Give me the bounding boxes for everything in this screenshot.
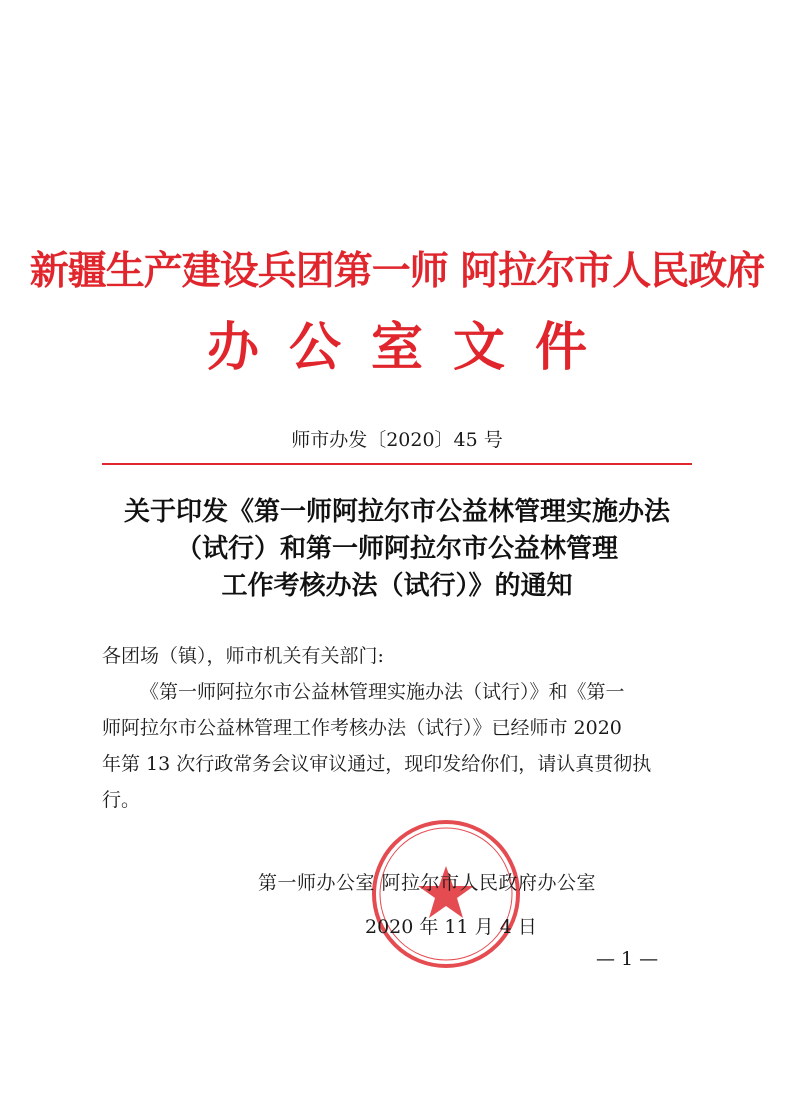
body-line: 行。 — [102, 789, 141, 811]
red-divider-line — [102, 463, 692, 465]
page-number: — 1 — — [596, 948, 659, 970]
salutation: 各团场（镇），师市机关有关部门: — [102, 645, 384, 667]
issue-date: 2020 年 11 月 4 日 — [365, 916, 537, 938]
body-line: 《第一师阿拉尔市公益林管理实施办法（试行）》和《第一 — [140, 681, 625, 703]
document-type-heading: 办公室文件 — [206, 318, 617, 378]
title-line: 工作考核办法（试行）》的通知 — [221, 571, 573, 601]
body-line: 年第 13 次行政常务会议审议通过，现印发给你们，请认真贯彻执 — [102, 753, 652, 775]
document-title — [80, 494, 714, 605]
title-line: （试行）和第一师阿拉尔市公益林管理 — [175, 534, 618, 564]
signature-issuers: 第一师办公室 阿拉尔市人民政府办公室 — [258, 872, 597, 894]
title-line: 关于印发《第一师阿拉尔市公益林管理实施办法 — [123, 497, 670, 527]
body-line: 师阿拉尔市公益林管理工作考核办法（试行）》已经师市 2020 — [102, 717, 622, 739]
issuing-authority: 新疆生产建设兵团第一师 阿拉尔市人民政府 — [29, 249, 765, 294]
document-number: 师市办发〔2020〕45 号 — [291, 429, 503, 451]
body-paragraph — [102, 674, 702, 818]
